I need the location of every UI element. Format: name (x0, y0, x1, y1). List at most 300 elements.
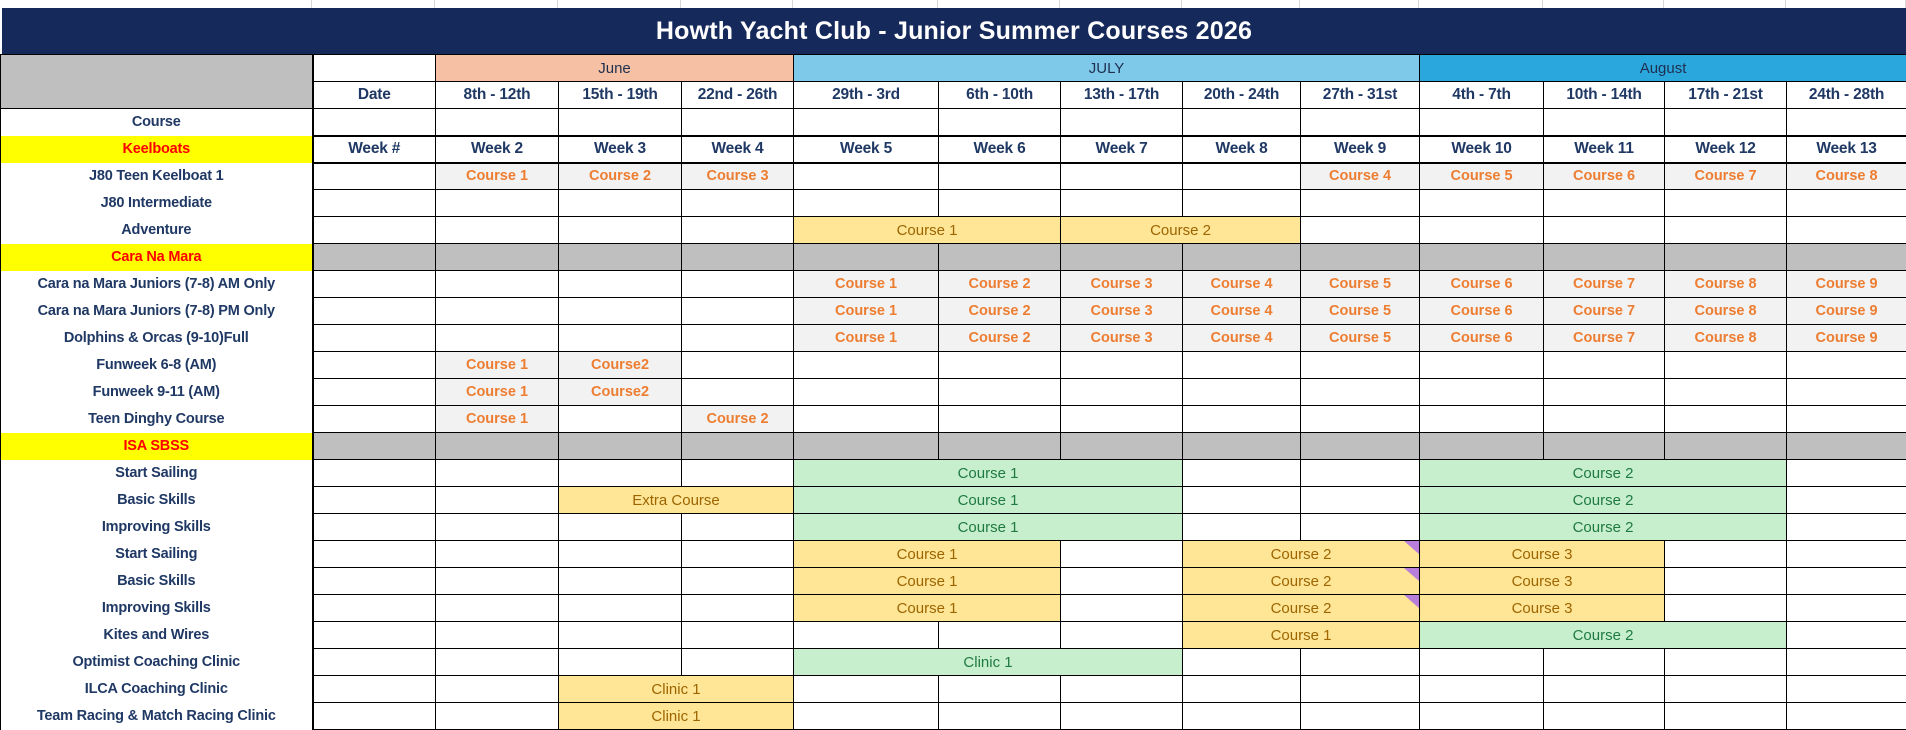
empty-cell[interactable] (1787, 109, 1906, 136)
course-cell[interactable]: Course 1 (1183, 622, 1420, 649)
section-row-cell[interactable] (436, 433, 559, 460)
empty-cell[interactable] (559, 190, 682, 217)
section-row-cell[interactable] (939, 433, 1061, 460)
course-cell[interactable]: Course 2 (939, 271, 1061, 298)
row-label-improving-skills[interactable]: Improving Skills (1, 595, 313, 622)
row-label-cara-na-mara-juniors-7-8-am-only[interactable]: Cara na Mara Juniors (7-8) AM Only (1, 271, 313, 298)
date-cell[interactable] (313, 460, 436, 487)
date-cell[interactable] (313, 541, 436, 568)
course-cell[interactable]: Course 6 (1420, 325, 1544, 352)
empty-cell[interactable] (1061, 568, 1183, 595)
course-cell[interactable]: Course 9 (1787, 325, 1906, 352)
empty-cell[interactable] (1183, 514, 1301, 541)
date-header-cell[interactable]: 13th - 17th (1061, 82, 1183, 109)
course-cell[interactable]: Course 8 (1665, 298, 1787, 325)
empty-cell[interactable] (682, 298, 794, 325)
course-cell[interactable]: Course 7 (1544, 298, 1665, 325)
empty-cell[interactable] (1183, 487, 1301, 514)
empty-cell[interactable] (1301, 514, 1420, 541)
section-row-cell[interactable] (1665, 244, 1787, 271)
empty-cell[interactable] (1061, 622, 1183, 649)
empty-cell[interactable] (559, 271, 682, 298)
section-row-cell[interactable] (313, 433, 436, 460)
date-header-cell[interactable]: 22nd - 26th (682, 82, 794, 109)
course-cell[interactable]: Course 9 (1787, 271, 1906, 298)
course-cell[interactable]: Course 8 (1665, 271, 1787, 298)
week-header-cell[interactable]: Week 12 (1665, 136, 1787, 163)
course-cell[interactable]: Course 6 (1420, 271, 1544, 298)
date-cell[interactable] (313, 568, 436, 595)
course-cell[interactable]: Course 1 (794, 460, 1183, 487)
empty-cell[interactable] (794, 703, 939, 730)
empty-cell[interactable] (1665, 406, 1787, 433)
empty-cell[interactable] (1061, 379, 1183, 406)
empty-cell[interactable] (939, 352, 1061, 379)
empty-cell[interactable] (1420, 676, 1544, 703)
course-cell[interactable]: Course 9 (1787, 298, 1906, 325)
empty-cell[interactable] (939, 406, 1061, 433)
course-cell[interactable]: Course 3 (1061, 298, 1183, 325)
empty-cell[interactable] (1787, 514, 1906, 541)
empty-cell[interactable] (436, 676, 559, 703)
empty-cell[interactable] (939, 703, 1061, 730)
empty-cell[interactable] (1787, 217, 1906, 244)
empty-cell[interactable] (1544, 109, 1665, 136)
empty-cell[interactable] (1061, 352, 1183, 379)
empty-cell[interactable] (1544, 676, 1665, 703)
row-label-j80-intermediate[interactable]: J80 Intermediate (1, 190, 313, 217)
date-cell[interactable] (313, 622, 436, 649)
empty-cell[interactable] (682, 595, 794, 622)
course-cell[interactable]: Course 1 (794, 217, 1061, 244)
date-header-cell[interactable]: 15th - 19th (559, 82, 682, 109)
course-cell[interactable]: Course 2 (1183, 541, 1420, 568)
section-row-cell[interactable] (1061, 433, 1183, 460)
empty-cell[interactable] (1301, 676, 1420, 703)
row-label-j80-teen-keelboat-1[interactable]: J80 Teen Keelboat 1 (1, 163, 313, 190)
course-cell[interactable]: Course 2 (1061, 217, 1301, 244)
empty-cell[interactable] (436, 271, 559, 298)
empty-cell[interactable] (436, 487, 559, 514)
section-row-cell[interactable] (794, 433, 939, 460)
empty-cell[interactable] (1787, 595, 1906, 622)
course-cell[interactable]: Course 1 (794, 325, 939, 352)
empty-cell[interactable] (436, 217, 559, 244)
month-header-august[interactable]: August (1420, 55, 1906, 82)
date-cell[interactable] (313, 703, 436, 730)
course-cell[interactable]: Course 2 (1420, 622, 1787, 649)
month-header-july[interactable]: JULY (794, 55, 1420, 82)
course-cell[interactable]: Course 1 (794, 541, 1061, 568)
empty-cell[interactable] (559, 649, 682, 676)
section-row-cell[interactable] (794, 244, 939, 271)
course-cell[interactable]: Course 1 (794, 595, 1061, 622)
week-header-cell[interactable]: Week 4 (682, 136, 794, 163)
course-cell[interactable]: Course 1 (794, 271, 939, 298)
empty-cell[interactable] (559, 460, 682, 487)
empty-cell[interactable] (436, 595, 559, 622)
empty-cell[interactable] (436, 190, 559, 217)
empty-cell[interactable] (1665, 703, 1787, 730)
empty-cell[interactable] (1544, 703, 1665, 730)
date-cell[interactable] (313, 352, 436, 379)
date-cell[interactable] (313, 676, 436, 703)
date-header-cell[interactable]: 24th - 28th (1787, 82, 1906, 109)
empty-cell[interactable] (1301, 487, 1420, 514)
course-cell[interactable]: Course2 (559, 352, 682, 379)
week-header-cell[interactable]: Week 3 (559, 136, 682, 163)
row-label-team-racing-match-racing-clinic[interactable]: Team Racing & Match Racing Clinic (1, 703, 313, 730)
course-cell[interactable]: Course 3 (682, 163, 794, 190)
empty-cell[interactable] (436, 568, 559, 595)
empty-cell[interactable] (1183, 703, 1301, 730)
date-cell[interactable] (313, 514, 436, 541)
row-label-improving-skills[interactable]: Improving Skills (1, 514, 313, 541)
empty-cell[interactable] (682, 568, 794, 595)
section-row-cell[interactable] (1787, 433, 1906, 460)
course-cell[interactable]: Course 4 (1183, 298, 1301, 325)
date-cell[interactable] (313, 406, 436, 433)
course-cell[interactable]: Course 1 (794, 298, 939, 325)
empty-cell[interactable] (1665, 352, 1787, 379)
empty-cell[interactable] (559, 406, 682, 433)
empty-cell[interactable] (436, 541, 559, 568)
empty-cell[interactable] (1301, 460, 1420, 487)
empty-cell[interactable] (1061, 190, 1183, 217)
empty-cell[interactable] (794, 379, 939, 406)
empty-cell[interactable] (1787, 568, 1906, 595)
empty-cell[interactable] (1183, 190, 1301, 217)
empty-cell[interactable] (1665, 568, 1787, 595)
empty-cell[interactable] (1301, 379, 1420, 406)
empty-cell[interactable] (559, 568, 682, 595)
course-cell[interactable]: Course 3 (1420, 541, 1665, 568)
empty-cell[interactable] (1183, 406, 1301, 433)
row-label-teen-dinghy-course[interactable]: Teen Dinghy Course (1, 406, 313, 433)
empty-cell[interactable] (1544, 649, 1665, 676)
section-row-cell[interactable] (1544, 433, 1665, 460)
course-cell[interactable]: Course 1 (436, 163, 559, 190)
section-label-keelboats[interactable]: Keelboats (1, 136, 313, 163)
empty-cell[interactable] (794, 163, 939, 190)
month-spacer-cell[interactable] (313, 55, 436, 82)
empty-cell[interactable] (1420, 406, 1544, 433)
course-cell[interactable]: Course 1 (436, 406, 559, 433)
course-cell[interactable]: Course 2 (939, 298, 1061, 325)
course-cell[interactable]: Course 2 (1183, 568, 1420, 595)
empty-cell[interactable] (1665, 595, 1787, 622)
empty-cell[interactable] (1061, 163, 1183, 190)
date-cell[interactable] (313, 487, 436, 514)
date-cell[interactable] (313, 163, 436, 190)
section-row-cell[interactable] (682, 244, 794, 271)
empty-cell[interactable] (559, 217, 682, 244)
section-row-cell[interactable] (1301, 433, 1420, 460)
date-cell[interactable] (313, 595, 436, 622)
empty-cell[interactable] (1301, 109, 1420, 136)
empty-cell[interactable] (313, 109, 436, 136)
row-label-isa-sbss[interactable]: ISA SBSS (1, 433, 313, 460)
row-label-basic-skills[interactable]: Basic Skills (1, 568, 313, 595)
course-cell[interactable]: Course 3 (1061, 271, 1183, 298)
empty-cell[interactable] (1665, 541, 1787, 568)
month-header-june[interactable]: June (436, 55, 794, 82)
empty-cell[interactable] (559, 595, 682, 622)
date-header-cell[interactable]: 8th - 12th (436, 82, 559, 109)
course-cell[interactable]: Course 1 (794, 568, 1061, 595)
empty-cell[interactable] (1183, 352, 1301, 379)
section-row-cell[interactable] (1301, 244, 1420, 271)
empty-cell[interactable] (682, 379, 794, 406)
empty-cell[interactable] (1544, 352, 1665, 379)
empty-cell[interactable] (1061, 595, 1183, 622)
row-label-course[interactable]: Course (1, 109, 313, 136)
row-label-start-sailing[interactable]: Start Sailing (1, 460, 313, 487)
empty-cell[interactable] (1787, 460, 1906, 487)
empty-cell[interactable] (1665, 676, 1787, 703)
empty-cell[interactable] (1787, 676, 1906, 703)
section-row-cell[interactable] (559, 433, 682, 460)
course-cell[interactable]: Clinic 1 (559, 676, 794, 703)
empty-cell[interactable] (436, 703, 559, 730)
row-label-kites-and-wires[interactable]: Kites and Wires (1, 622, 313, 649)
empty-cell[interactable] (1787, 487, 1906, 514)
course-cell[interactable]: Course 7 (1544, 271, 1665, 298)
week-header-cell[interactable]: Week 2 (436, 136, 559, 163)
empty-cell[interactable] (1183, 649, 1301, 676)
empty-cell[interactable] (559, 622, 682, 649)
empty-cell[interactable] (436, 514, 559, 541)
course-cell[interactable]: Course 2 (559, 163, 682, 190)
section-row-cell[interactable] (1665, 433, 1787, 460)
section-row-cell[interactable] (1183, 244, 1301, 271)
date-cell[interactable] (313, 325, 436, 352)
empty-cell[interactable] (682, 649, 794, 676)
empty-cell[interactable] (939, 622, 1061, 649)
course-cell[interactable]: Course 8 (1787, 163, 1906, 190)
week-header-cell[interactable]: Week 13 (1787, 136, 1906, 163)
week-header-cell[interactable]: Week 11 (1544, 136, 1665, 163)
empty-cell[interactable] (1420, 649, 1544, 676)
course-cell[interactable]: Extra Course (559, 487, 794, 514)
section-row-cell[interactable] (1061, 244, 1183, 271)
empty-cell[interactable] (1787, 352, 1906, 379)
date-header-cell[interactable]: 29th - 3rd (794, 82, 939, 109)
empty-cell[interactable] (1420, 109, 1544, 136)
course-cell[interactable]: Course 5 (1420, 163, 1544, 190)
row-label-adventure[interactable]: Adventure (1, 217, 313, 244)
week-header-cell[interactable]: Week 10 (1420, 136, 1544, 163)
empty-cell[interactable] (1544, 217, 1665, 244)
empty-cell[interactable] (939, 676, 1061, 703)
date-header-cell[interactable]: 6th - 10th (939, 82, 1061, 109)
empty-cell[interactable] (1061, 109, 1183, 136)
course-cell[interactable]: Course 2 (939, 325, 1061, 352)
empty-cell[interactable] (1787, 703, 1906, 730)
date-header-cell[interactable]: 27th - 31st (1301, 82, 1420, 109)
section-row-cell[interactable] (1420, 433, 1544, 460)
date-cell[interactable] (313, 379, 436, 406)
empty-cell[interactable] (436, 298, 559, 325)
empty-cell[interactable] (682, 352, 794, 379)
empty-cell[interactable] (1544, 190, 1665, 217)
section-row-cell[interactable] (436, 244, 559, 271)
section-row-cell[interactable] (559, 244, 682, 271)
course-cell[interactable]: Course 3 (1420, 595, 1665, 622)
empty-cell[interactable] (1665, 217, 1787, 244)
empty-cell[interactable] (1420, 352, 1544, 379)
course-cell[interactable]: Course 4 (1301, 163, 1420, 190)
course-cell[interactable]: Course 1 (436, 379, 559, 406)
empty-cell[interactable] (682, 514, 794, 541)
course-cell[interactable]: Course 4 (1183, 325, 1301, 352)
course-cell[interactable]: Course 2 (1420, 487, 1787, 514)
empty-cell[interactable] (1183, 379, 1301, 406)
course-cell[interactable]: Course 5 (1301, 325, 1420, 352)
empty-cell[interactable] (1301, 649, 1420, 676)
empty-cell[interactable] (1665, 109, 1787, 136)
section-row-cell[interactable] (1420, 244, 1544, 271)
course-cell[interactable]: Course 5 (1301, 298, 1420, 325)
empty-cell[interactable] (1420, 379, 1544, 406)
corner-cell[interactable] (1, 55, 313, 109)
row-label-basic-skills[interactable]: Basic Skills (1, 487, 313, 514)
empty-cell[interactable] (794, 676, 939, 703)
empty-cell[interactable] (1665, 379, 1787, 406)
row-label-cara-na-mara-juniors-7-8-pm-only[interactable]: Cara na Mara Juniors (7-8) PM Only (1, 298, 313, 325)
empty-cell[interactable] (1787, 622, 1906, 649)
course-cell[interactable]: Course 2 (1420, 460, 1787, 487)
empty-cell[interactable] (682, 271, 794, 298)
date-cell[interactable] (313, 190, 436, 217)
row-label-dolphins-orcas-9-10-full[interactable]: Dolphins & Orcas (9-10)Full (1, 325, 313, 352)
empty-cell[interactable] (1787, 649, 1906, 676)
date-header-cell[interactable]: 20th - 24th (1183, 82, 1301, 109)
empty-cell[interactable] (682, 217, 794, 244)
course-cell[interactable]: Course 3 (1061, 325, 1183, 352)
empty-cell[interactable] (559, 109, 682, 136)
empty-cell[interactable] (436, 622, 559, 649)
week-number-header[interactable]: Week # (313, 136, 436, 163)
date-header-cell[interactable]: 10th - 14th (1544, 82, 1665, 109)
empty-cell[interactable] (1665, 649, 1787, 676)
section-row-cell[interactable] (1787, 244, 1906, 271)
section-row-cell[interactable] (313, 244, 436, 271)
section-row-cell[interactable] (1183, 433, 1301, 460)
empty-cell[interactable] (939, 190, 1061, 217)
empty-cell[interactable] (939, 379, 1061, 406)
section-row-cell[interactable] (939, 244, 1061, 271)
empty-cell[interactable] (559, 514, 682, 541)
week-header-cell[interactable]: Week 9 (1301, 136, 1420, 163)
empty-cell[interactable] (1544, 379, 1665, 406)
empty-cell[interactable] (1787, 406, 1906, 433)
empty-cell[interactable] (1420, 703, 1544, 730)
empty-cell[interactable] (1061, 541, 1183, 568)
section-row-cell[interactable] (682, 433, 794, 460)
empty-cell[interactable] (1183, 676, 1301, 703)
empty-cell[interactable] (1301, 352, 1420, 379)
empty-cell[interactable] (682, 190, 794, 217)
empty-cell[interactable] (1787, 190, 1906, 217)
empty-cell[interactable] (682, 325, 794, 352)
empty-cell[interactable] (1183, 163, 1301, 190)
empty-cell[interactable] (1061, 406, 1183, 433)
date-cell[interactable] (313, 649, 436, 676)
empty-cell[interactable] (436, 325, 559, 352)
empty-cell[interactable] (1544, 406, 1665, 433)
empty-cell[interactable] (436, 109, 559, 136)
course-cell[interactable]: Course 1 (436, 352, 559, 379)
row-label-ilca-coaching-clinic[interactable]: ILCA Coaching Clinic (1, 676, 313, 703)
row-label-funweek-6-8-am[interactable]: Funweek 6-8 (AM) (1, 352, 313, 379)
empty-cell[interactable] (1787, 379, 1906, 406)
course-cell[interactable]: Course 4 (1183, 271, 1301, 298)
empty-cell[interactable] (794, 190, 939, 217)
course-cell[interactable]: Course 6 (1420, 298, 1544, 325)
row-label-start-sailing[interactable]: Start Sailing (1, 541, 313, 568)
course-cell[interactable]: Course 7 (1665, 163, 1787, 190)
empty-cell[interactable] (794, 109, 939, 136)
empty-cell[interactable] (1061, 676, 1183, 703)
week-header-cell[interactable]: Week 8 (1183, 136, 1301, 163)
course-cell[interactable]: Course2 (559, 379, 682, 406)
date-header-cell[interactable]: 4th - 7th (1420, 82, 1544, 109)
course-cell[interactable]: Course 3 (1420, 568, 1665, 595)
section-row-cell[interactable] (1544, 244, 1665, 271)
course-cell[interactable]: Course 2 (682, 406, 794, 433)
course-cell[interactable]: Course 6 (1544, 163, 1665, 190)
empty-cell[interactable] (1665, 190, 1787, 217)
empty-cell[interactable] (939, 163, 1061, 190)
empty-cell[interactable] (682, 460, 794, 487)
empty-cell[interactable] (559, 325, 682, 352)
empty-cell[interactable] (682, 541, 794, 568)
course-cell[interactable]: Course 1 (794, 487, 1183, 514)
course-cell[interactable]: Course 7 (1544, 325, 1665, 352)
course-cell[interactable]: Clinic 1 (559, 703, 794, 730)
empty-cell[interactable] (682, 109, 794, 136)
course-cell[interactable]: Course 2 (1183, 595, 1420, 622)
course-cell[interactable]: Clinic 1 (794, 649, 1183, 676)
empty-cell[interactable] (1183, 109, 1301, 136)
week-header-cell[interactable]: Week 6 (939, 136, 1061, 163)
week-header-cell[interactable]: Week 5 (794, 136, 939, 163)
empty-cell[interactable] (559, 298, 682, 325)
course-cell[interactable]: Course 1 (794, 514, 1183, 541)
empty-cell[interactable] (436, 460, 559, 487)
empty-cell[interactable] (1787, 541, 1906, 568)
empty-cell[interactable] (1420, 190, 1544, 217)
empty-cell[interactable] (1301, 217, 1420, 244)
empty-cell[interactable] (682, 622, 794, 649)
course-cell[interactable]: Course 2 (1420, 514, 1787, 541)
course-cell[interactable]: Course 8 (1665, 325, 1787, 352)
empty-cell[interactable] (1301, 190, 1420, 217)
empty-cell[interactable] (1301, 703, 1420, 730)
date-cell[interactable] (313, 217, 436, 244)
row-label-cara-na-mara[interactable]: Cara Na Mara (1, 244, 313, 271)
date-cell[interactable] (313, 271, 436, 298)
date-cell[interactable] (313, 298, 436, 325)
empty-cell[interactable] (794, 622, 939, 649)
date-column-header[interactable]: Date (313, 82, 436, 109)
course-cell[interactable]: Course 5 (1301, 271, 1420, 298)
empty-cell[interactable] (559, 541, 682, 568)
date-header-cell[interactable]: 17th - 21st (1665, 82, 1787, 109)
empty-cell[interactable] (436, 649, 559, 676)
empty-cell[interactable] (1061, 703, 1183, 730)
